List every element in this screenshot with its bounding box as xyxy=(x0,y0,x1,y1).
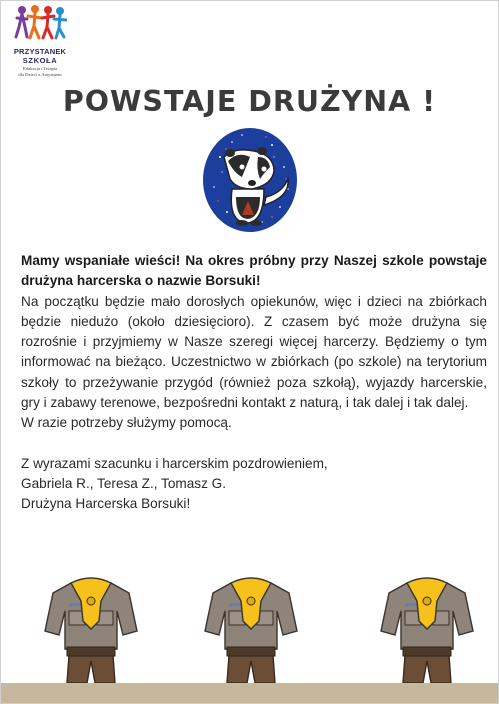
team-line: Drużyna Harcerska Borsuki! xyxy=(21,496,191,512)
intro-announcement: Mamy wspaniałe wieści! Na okres próbny przy Naszej szkole powstaje drużyna harcerska o nazwie Borsuki! xyxy=(21,253,487,289)
school-logo xyxy=(7,3,73,83)
help-line: W razie potrzeby służymy pomocą. xyxy=(21,415,232,431)
logo-text-line4: dla Dzieci z Autyzmem xyxy=(18,72,62,77)
closing-line: Z wyrazami szacunku i harcerskim pozdrowieniem, xyxy=(21,455,328,471)
ground-strip xyxy=(1,683,498,703)
page-title: POWSTAJE DRUŻYNA ! xyxy=(62,85,437,118)
children-figures-icon xyxy=(13,3,67,45)
scout-uniform-icon xyxy=(203,575,299,685)
badger-badge xyxy=(202,127,298,238)
signatures-line: Gabriela R., Teresa Z., Tomasz G. xyxy=(21,475,226,491)
scout-uniform-right xyxy=(379,575,475,690)
scout-uniform-middle xyxy=(203,575,299,690)
logo-text-line1: PRZYSTANEK xyxy=(13,47,67,56)
main-paragraph: Na początku będzie mało dorosłych opiekunów, więc i dzieci na zbiórkach będzie niedużo (około dziesięcioro). Z czasem być może drużyna się rozrośnie i przyjmiemy w Nasze szeregi więcej harcerzy. Będziemy o tym informować na bieżąco. Uczestnictwo w zbiórkach (po szkole) na terytorium szkoły to przeżywanie przygód (również poza szkołą), wyjazdy harcerskie, gry i zabawy terenowe, bezpośredni kontakt z naturą, i tak dalej i tak dalej. xyxy=(21,293,487,411)
logo-text-line2: SZKOŁA xyxy=(22,56,58,65)
scout-uniform-left xyxy=(43,575,139,690)
letter-body xyxy=(21,251,487,515)
badger-icon xyxy=(202,127,298,233)
scout-uniform-icon xyxy=(43,575,139,685)
scout-uniform-icon xyxy=(379,575,475,685)
logo-text-line3: Edukacja i Terapia xyxy=(22,66,58,71)
